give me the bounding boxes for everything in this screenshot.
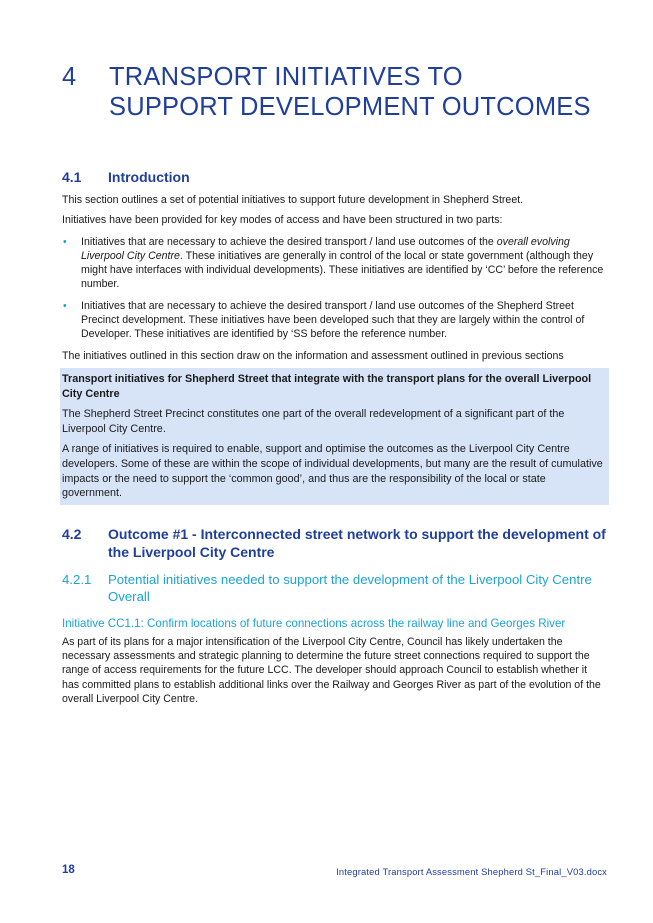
section-4-1-heading bbox=[62, 168, 607, 186]
intro-paragraph-3: The initiatives outlined in this section draw on the information and assessment outlined in previous sections bbox=[62, 349, 564, 362]
list-item-text-cont: . These initiatives are generally in control of the local or state government (although they might have interfaces with individual developments). These initiatives are identified by ‘CC’ before the reference number. bbox=[81, 249, 604, 291]
callout-paragraph-1: The Shepherd Street Precinct constitutes one part of the overall redevelopment of a significant part of the Liverpool City Centre. bbox=[62, 408, 565, 435]
subsection-title: Potential initiatives needed to support the development of the Liverpool City Centre Overall bbox=[108, 571, 592, 604]
chapter-title bbox=[109, 62, 629, 122]
page-content bbox=[62, 168, 607, 706]
initiative-types-list bbox=[62, 235, 607, 342]
initiative-cc1-1-body: As part of its plans for a major intensification of the Liverpool City Centre, Council has likely undertaken the necessary assessments and strategic planning to determine the future street connections required to support the range of access requirements for the future LCC. The developer should approach Council to establish whether it has committed plans to establish additional links over the Railway and Georges River as part of the evolution of the overall Liverpool City Centre. bbox=[62, 635, 601, 705]
section-title: Introduction bbox=[108, 169, 190, 185]
page-number: 18 bbox=[62, 864, 75, 876]
section-title: Outcome #1 - Interconnected street network to support the development of the Liverpool City Centre bbox=[108, 525, 606, 560]
footer-document-name: Integrated Transport Assessment Shepherd St_Final_V03.docx bbox=[336, 866, 607, 877]
section-number: 4.2 bbox=[62, 525, 82, 542]
list-item-text: Initiatives that are necessary to achieve the desired transport / land use outcomes of the bbox=[81, 235, 497, 248]
chapter-number: 4 bbox=[62, 63, 77, 91]
subsection-number: 4.2.1 bbox=[62, 571, 92, 587]
list-item bbox=[62, 235, 607, 292]
callout-paragraph-2: A range of initiatives is required to enable, support and optimise the outcomes as the Liverpool City Centre developers. Some of these are within the scope of individual developments, but many are the result of cumulative impacts or the need to support the ‘common good’, and thus are the responsibility of the local or state government. bbox=[62, 443, 603, 500]
chapter-title-line1: TRANSPORT INITIATIVES TO bbox=[109, 63, 463, 91]
intro-paragraph-1: This section outlines a set of potential initiatives to support future development in Shepherd Street. bbox=[62, 194, 524, 206]
section-4-2-heading bbox=[62, 525, 607, 561]
list-item-italic-text: overall evolving Liverpool City Centre bbox=[81, 235, 570, 262]
section-number: 4.1 bbox=[62, 169, 82, 185]
list-item-text: Initiatives that are necessary to achieve the desired transport / land use outcomes of the Shepherd Street Precinct development. These initiatives have been developed such that they are largely within the control of Developer. These initiatives are identified by ‘SS before the reference number. bbox=[81, 299, 585, 341]
initiative-cc1-1-heading: Initiative CC1.1: Confirm locations of future connections across the railway line and Georges River bbox=[62, 616, 566, 630]
bullet-icon: • bbox=[63, 299, 67, 312]
chapter-title-line2: SUPPORT DEVELOPMENT OUTCOMES bbox=[109, 93, 591, 121]
bullet-icon: • bbox=[63, 235, 67, 248]
list-item bbox=[62, 299, 607, 342]
section-4-2-1-heading bbox=[62, 571, 607, 605]
callout-box bbox=[60, 368, 609, 505]
intro-paragraph-2: Initiatives have been provided for key modes of access and have been structured in two parts: bbox=[62, 214, 503, 227]
callout-heading: Transport initiatives for Shepherd Street that integrate with the transport plans for the overall Liverpool City Centre bbox=[62, 372, 592, 400]
